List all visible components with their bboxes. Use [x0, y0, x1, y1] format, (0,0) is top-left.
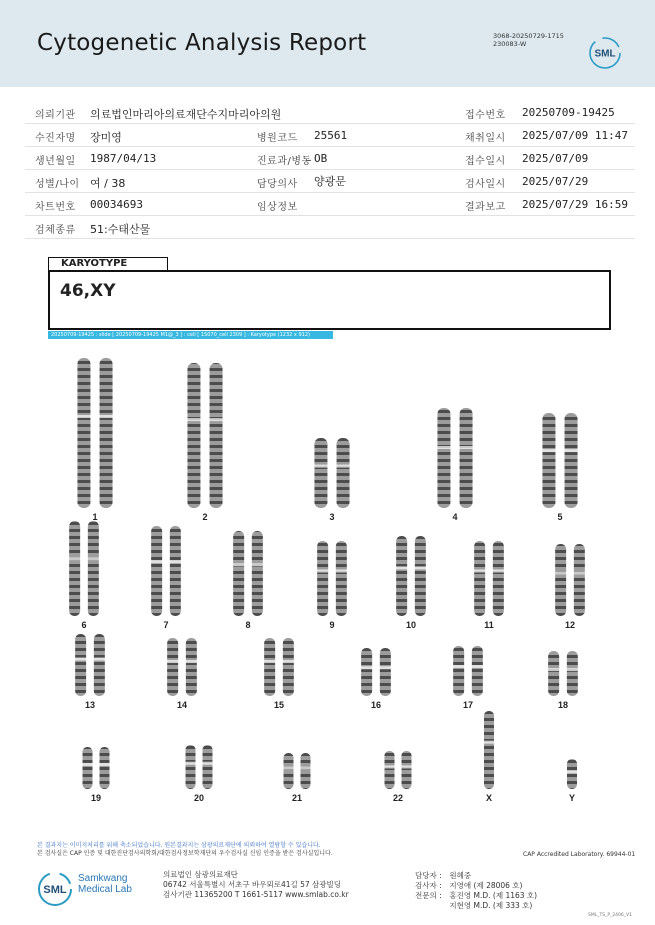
staff-list	[415, 871, 537, 911]
report-datetime-value: 2025/07/29 16:59	[522, 198, 628, 211]
receipt-no-value: 20250709-19425	[522, 106, 615, 119]
chromosome-label-7: 7	[163, 620, 169, 630]
chromosome-label-16: 16	[370, 700, 382, 710]
collect-datetime-label: 채취일시	[465, 133, 506, 144]
chromosome-21	[300, 753, 311, 789]
chromosome-7	[169, 526, 181, 616]
chromosome-12	[573, 544, 585, 616]
samkwang-logo-icon	[35, 869, 75, 909]
document-code-line1: 3068-20250729-1715	[493, 32, 564, 40]
chromosome-shapes	[69, 358, 586, 789]
lab-name	[78, 873, 132, 895]
chromosome-7	[151, 526, 163, 616]
chromosome-label-19: 19	[90, 793, 102, 803]
chromosome-label-4: 4	[452, 512, 458, 522]
specimen-value: 51:수태산물	[90, 223, 151, 236]
department-label: 진료과/병동	[257, 156, 312, 167]
chromosome-18	[566, 651, 578, 696]
chromosome-label-1: 1	[92, 512, 98, 522]
chromosome-13	[75, 634, 87, 696]
footnote-line1: 본 결과지는 이미지처리를 위해 축소되었습니다. 원본결과지는 삼광의료재단에 의뢰하여 열람할 수 있습니다.	[37, 842, 321, 849]
chromosome-9	[335, 541, 347, 616]
chromosome-label-13: 13	[84, 700, 96, 710]
lab-address	[163, 870, 349, 900]
report-title: Cytogenetic Analysis Report	[37, 30, 367, 56]
lab-contact: 검사기관 11365200 T 1661-5117 www.smlab.co.kr	[163, 890, 349, 899]
footnote-line2: 본 검사실은 CAP 인증 및 대한진단검사의학회/대한검사정보학재단의 우수검사실 신임 인증을 받은 검사실입니다.	[37, 850, 333, 857]
karyotype-tab: KARYOTYPE	[48, 257, 168, 270]
lab-name-line1: Samkwang	[78, 873, 128, 884]
patient-label: 수진자명	[35, 133, 76, 144]
karyotype-result: 46,XY	[60, 281, 116, 301]
info-row	[25, 147, 635, 170]
svg-text:SML: SML	[43, 884, 67, 896]
chromosome-14	[185, 638, 197, 696]
chromosome-label-21: 21	[291, 793, 303, 803]
chromosome-4	[437, 408, 451, 508]
chromosome-16	[361, 648, 373, 696]
document-code-line2: 230083-W	[493, 40, 527, 48]
chromosome-8	[233, 531, 245, 616]
chromosome-label-20: 20	[193, 793, 205, 803]
chromosome-label-9: 9	[329, 620, 335, 630]
chromosome-5	[542, 413, 556, 508]
lab-street: 06742 서울특별시 서초구 바우뫼로41길 57 삼광빌딩	[163, 880, 342, 889]
chromosome-11	[474, 541, 486, 616]
chromosome-Y	[567, 759, 578, 789]
manager-role: 담당자 :	[415, 871, 442, 880]
tester-name: 지영애 (제 28006 호)	[449, 881, 523, 890]
chromosome-16	[379, 648, 391, 696]
tester-role: 검사자 :	[415, 881, 442, 890]
hospital-code-label: 병원코드	[257, 133, 298, 144]
chromosome-22	[384, 751, 395, 789]
dob-label: 생년월일	[35, 156, 76, 167]
chromosome-label-3: 3	[329, 512, 335, 522]
chromosome-19	[99, 747, 110, 789]
chromosome-label-14: 14	[176, 700, 188, 710]
chromosome-11	[492, 541, 504, 616]
specialist1-name: 홍진영 M.D. (제 1163 호)	[449, 891, 538, 900]
chromosome-label-22: 22	[392, 793, 404, 803]
chromosome-label-2: 2	[202, 512, 208, 522]
institution-value: 의료법인마리아의료재단수지마리아의원	[90, 108, 282, 121]
chromosome-8	[251, 531, 263, 616]
report-datetime-label: 결과보고	[465, 202, 506, 213]
info-row	[25, 216, 635, 239]
info-row	[25, 101, 635, 124]
collect-datetime-value: 2025/07/09 11:47	[522, 129, 628, 142]
chromosome-5	[564, 413, 578, 508]
specialist-role: 전문의 :	[415, 891, 442, 900]
chromosome-20	[185, 745, 196, 789]
sex-age-value: 여 / 38	[90, 177, 126, 190]
chromosome-19	[82, 747, 93, 789]
chromosome-1	[99, 358, 113, 508]
chromosome-label-15: 15	[273, 700, 285, 710]
chromosome-label-10: 10	[405, 620, 417, 630]
chromosome-label-11: 11	[484, 620, 494, 630]
chromosome-17	[453, 646, 465, 696]
sml-logo-text: SML	[594, 48, 616, 60]
chromosome-9	[317, 541, 329, 616]
sex-age-label: 성별/나이	[35, 179, 80, 190]
info-row	[25, 124, 635, 147]
chromosome-2	[187, 363, 201, 508]
dob-value: 1987/04/13	[90, 152, 157, 165]
chromosome-4	[459, 408, 473, 508]
sml-logo-icon	[588, 36, 622, 70]
chromosome-label-Y: Y	[568, 793, 576, 803]
chromosome-10	[414, 536, 426, 616]
chromosome-15	[282, 638, 294, 696]
clinical-info-label: 임상정보	[257, 202, 298, 213]
doctor-label: 담당의사	[257, 179, 298, 190]
receipt-no-label: 접수번호	[465, 110, 506, 121]
footnote	[37, 842, 333, 858]
receipt-date-label: 접수일시	[465, 156, 506, 167]
cap-accreditation: CAP Accredited Laboratory. 69944-01	[523, 851, 636, 858]
receipt-date-value: 2025/07/09	[522, 152, 589, 165]
chromosome-20	[202, 745, 213, 789]
chromosome-14	[167, 638, 179, 696]
chromosome-label-18: 18	[557, 700, 569, 710]
chromosome-label-5: 5	[557, 512, 563, 522]
chromosome-3	[336, 438, 350, 508]
chromosome-label-X: X	[485, 793, 493, 803]
form-code: SML_TS_P_2406_V1	[588, 913, 632, 918]
chromosome-2	[209, 363, 223, 508]
chromosome-15	[264, 638, 276, 696]
test-date-label: 검사일시	[465, 179, 506, 190]
karyogram-image	[0, 340, 655, 810]
info-row	[25, 193, 635, 216]
chromosome-6	[69, 521, 81, 616]
chromosome-3	[314, 438, 328, 508]
manager-name: 원혜중	[449, 871, 472, 880]
chromosome-label-17: 17	[462, 700, 474, 710]
chromosome-18	[548, 651, 560, 696]
lab-org: 의료법인 삼광의료재단	[163, 870, 238, 879]
chromosome-X	[484, 711, 495, 789]
chart-no-value: 00034693	[90, 198, 143, 211]
chromosome-12	[555, 544, 567, 616]
patient-value: 장미영	[90, 131, 122, 144]
karyotype-result-box	[48, 270, 611, 330]
chromosome-label-12: 12	[564, 620, 576, 630]
specimen-label: 검체종류	[35, 225, 76, 236]
chromosome-1	[77, 358, 91, 508]
department-value: OB	[314, 152, 328, 165]
chromosome-22	[401, 751, 412, 789]
chromosome-10	[396, 536, 408, 616]
doctor-value: 양광문	[314, 175, 346, 188]
institution-label: 의뢰기관	[35, 110, 76, 121]
test-date-value: 2025/07/29	[522, 175, 589, 188]
specialist2-name: 지현영 M.D. (제 333 호)	[449, 901, 533, 910]
chromosome-17	[471, 646, 483, 696]
info-row	[25, 170, 635, 193]
chromosome-21	[283, 753, 294, 789]
lab-name-line2: Medical Lab	[78, 884, 132, 895]
document-code	[493, 32, 564, 48]
chromosome-13	[93, 634, 105, 696]
hospital-code-value: 25561	[314, 129, 348, 142]
chart-no-label: 차트번호	[35, 202, 76, 213]
chromosome-6	[87, 521, 99, 616]
chromosome-label-6: 6	[81, 620, 87, 630]
report-header	[0, 0, 655, 87]
image-caption-bar: 20250709-19425 : slide [ 20250709-19425 M1@_3 ] : cell [ 1S070_cell 2309 ] : Karyotype (1232 x 912)	[48, 331, 333, 339]
chromosome-label-8: 8	[245, 620, 251, 630]
